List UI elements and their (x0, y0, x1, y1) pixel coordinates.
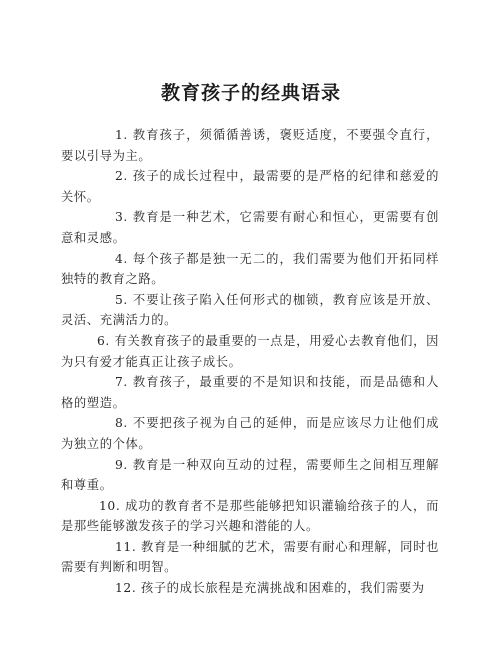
quote-number: 11. (115, 539, 137, 554)
document-title: 教育孩子的经典语录 (160, 82, 341, 104)
quote-number: 10. (99, 498, 121, 513)
quote-text: 成功的教育者不是那些能够把知识灌输给孩子的人，而是那些能够激发孩子的学习兴趣和潜能的人。 (61, 498, 439, 534)
quote-text: 有关教育孩子的最重要的一点是，用爱心去教育他们，因为只有爱才能真正让孩子成长。 (61, 333, 439, 369)
quote-text: 教育孩子，最重要的不是知识和技能，而是品德和人格的塑造。 (61, 375, 439, 410)
quote-item (61, 496, 439, 537)
quote-item (61, 125, 439, 166)
quote-number: 9. (115, 457, 128, 472)
quote-text: 教育是一种艺术，它需要有耐心和恒心，更需要有创意和灵感。 (61, 210, 439, 245)
quote-item (61, 290, 439, 331)
quote-item (61, 207, 439, 248)
quote-number: 8. (115, 416, 128, 431)
quote-number: 3. (115, 210, 128, 225)
quote-number: 1. (115, 128, 128, 142)
quote-text: 教育是一种双向互动的过程，需要师生之间相互理解和尊重。 (61, 457, 439, 493)
quote-item (61, 413, 439, 454)
quote-number: 2. (115, 169, 128, 184)
quote-text: 不要让孩子陷入任何形式的枷锁，教育应该是开放、灵活、充满活力的。 (61, 292, 439, 328)
quote-text: 每个孩子都是独一无二的，我们需要为他们开拓同样独特的教育之路。 (61, 251, 439, 287)
quote-number: 5. (115, 292, 128, 307)
quote-item (61, 578, 439, 599)
quote-item (61, 372, 439, 413)
quote-list (61, 125, 439, 599)
quote-text: 不要把孩子视为自己的延伸，而是应该尽力让他们成为独立的个体。 (61, 416, 439, 451)
quote-text: 教育孩子，须循循善诱，褒贬适度，不要强令直行，要以引导为主。 (61, 128, 439, 163)
quote-number: 4. (115, 251, 128, 266)
quote-text: 孩子的成长过程中，最需要的是严格的纪律和慈爱的关怀。 (61, 169, 439, 204)
quote-item (61, 455, 439, 496)
quote-text: 教育是一种细腻的艺术，需要有耐心和理解，同时也需要有判断和明智。 (61, 539, 439, 575)
quote-number: 12. (115, 581, 137, 596)
quote-number: 6. (97, 333, 110, 348)
quote-item (61, 166, 439, 207)
quote-item (61, 249, 439, 290)
quote-text: 孩子的成长旅程是充满挑战和困难的，我们需要为 (140, 581, 425, 596)
quote-item (61, 331, 439, 372)
quote-number: 7. (115, 375, 128, 390)
quote-item (61, 537, 439, 578)
